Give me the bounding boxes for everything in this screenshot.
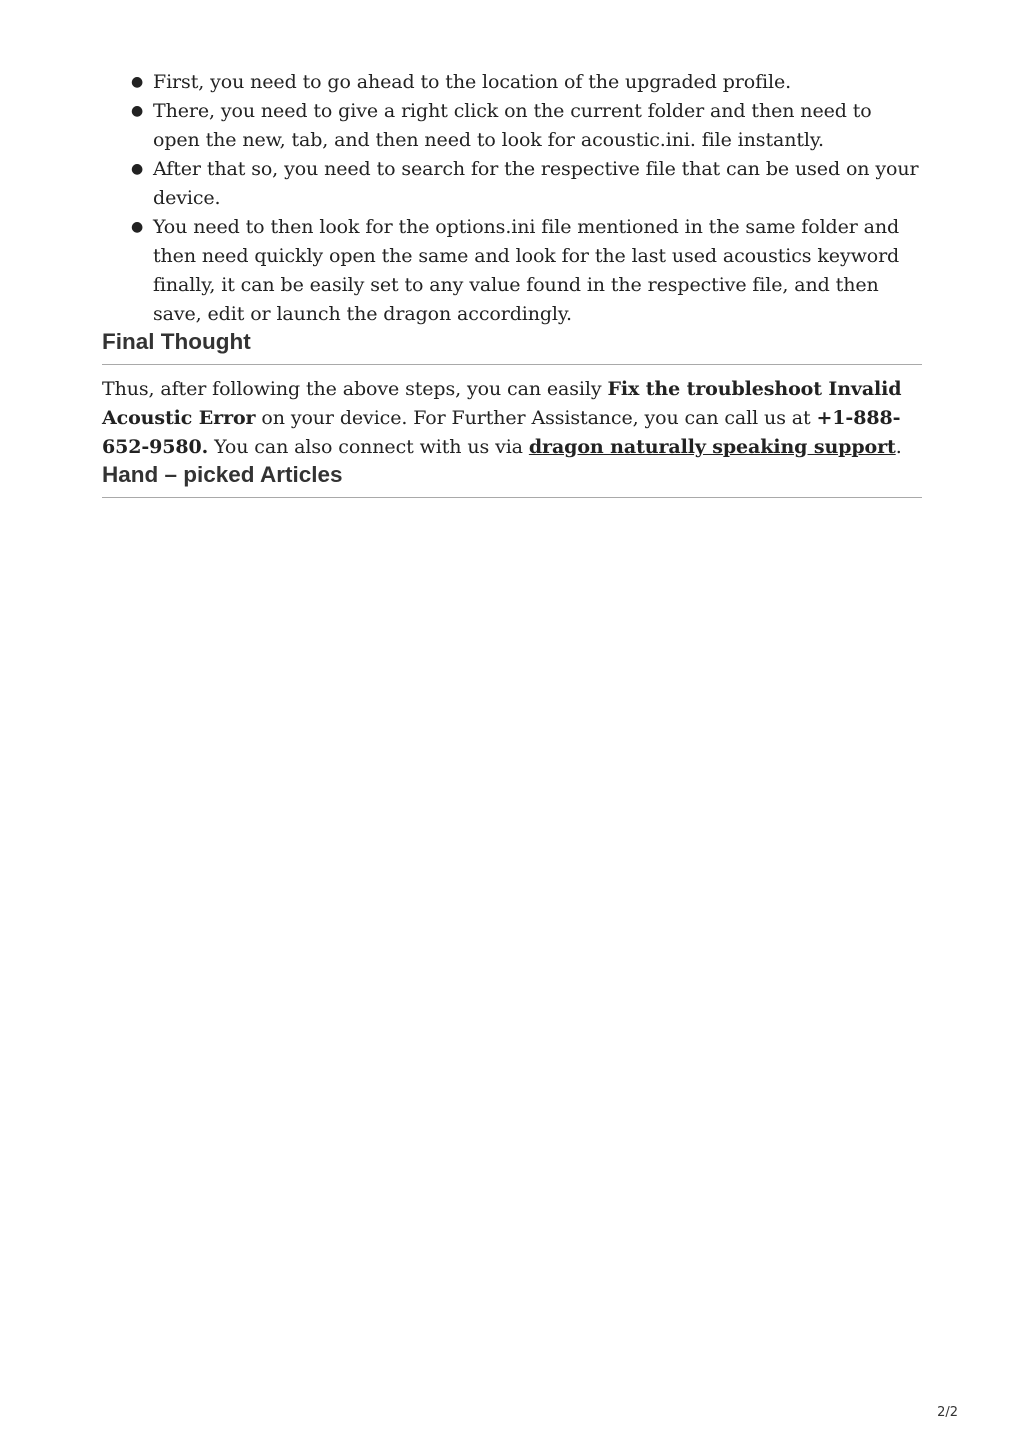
- hand-picked-heading: Hand – picked Articles: [102, 462, 922, 498]
- paragraph-text: Thus, after following the above steps, you can easily: [102, 378, 608, 400]
- list-item: [131, 68, 922, 97]
- list-item: [131, 155, 922, 213]
- paragraph-text: on your device. For Further Assistance, you can call us at: [255, 407, 817, 429]
- bullet-icon: ●: [131, 103, 144, 119]
- list-item-text: There, you need to give a right click on the current folder and then need to open the new, tab, and then need to look for acoustic.ini. file instantly.: [153, 100, 872, 151]
- bullet-icon: ●: [131, 74, 144, 90]
- support-link[interactable]: dragon naturally speaking support: [528, 436, 896, 458]
- final-thought-paragraph: [102, 375, 922, 462]
- paragraph-text: You can also connect with us via: [208, 436, 529, 458]
- bullet-icon: ●: [131, 161, 144, 177]
- page-number: 2/2: [937, 1405, 958, 1420]
- list-item-text: First, you need to go ahead to the location of the upgraded profile.: [153, 71, 792, 93]
- list-item: [131, 97, 922, 155]
- phone-number: +1-888-652-9580.: [102, 407, 901, 458]
- list-item-text: After that so, you need to search for the respective file that can be used on your device.: [153, 158, 919, 209]
- list-item: [131, 213, 922, 329]
- final-thought-heading: Final Thought: [102, 329, 922, 365]
- bullet-icon: ●: [131, 219, 144, 235]
- bold-phrase: Fix the troubleshoot Invalid Acoustic Error: [102, 378, 902, 429]
- list-item-text: You need to then look for the options.ini file mentioned in the same folder and then need quickly open the same and look for the last used acoustics keyword finally, it can be easily set to any value found in the respective file, and then save, edit or launch the dragon accordingly.: [153, 216, 900, 325]
- steps-list: [102, 68, 922, 329]
- article-content: [102, 68, 922, 498]
- paragraph-text: .: [895, 436, 902, 458]
